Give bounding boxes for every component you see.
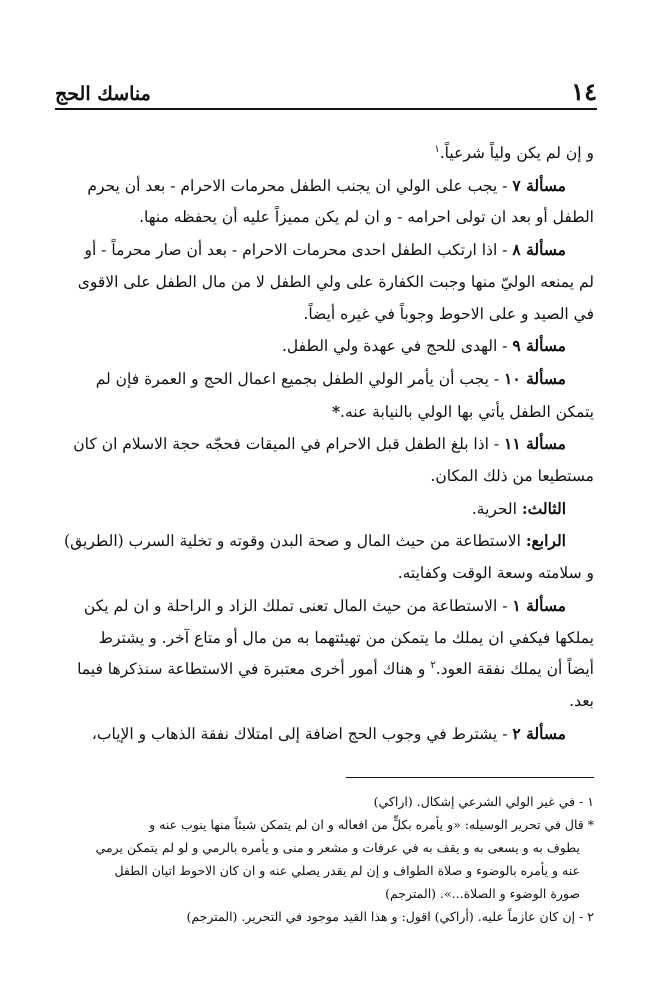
book-title: مناسك الحج [55,83,151,105]
line-text: بعد. [569,691,594,710]
text-line [55,686,594,718]
issue-text: اذا ارتكب الطفل احدى محرمات الاحرام - بعد أن صار محرماً - أو [84,241,498,260]
text-line [55,623,594,655]
footnote-star-cont: يطوف به و يسعى به و يقف به في عرفات و مشعر و منى و يأمره بالرمي و لو لم يتمكن يرمي [95,840,580,855]
condition-third [55,493,594,526]
footnote-star-cont: صورة الوضوء و الصلاة...». (المترجم) [385,886,580,901]
text-line [55,396,594,429]
issue-text: الاستطاعة من حيث المال تعنى تملك الزاد و الراحلة و ان لم يكن [83,596,498,615]
condition-text: الاستطاعة من حيث المال و صحة البدن وقوته و تخلية السرب (الطريق) [64,532,521,551]
text-line [55,461,594,493]
condition-label: الثالث: [521,498,566,518]
text-line [55,267,594,299]
condition-label: الرابع: [525,531,566,551]
text-line [55,138,594,170]
text-line [55,558,594,590]
issue-11: مسألة ١١ - اذا بلغ الطفل قبل الاحرام في الميقات فحجّه حجة الاسلام ان كان [73,434,566,454]
line-text: و هناك أمور أخرى معتبرة في الاستطاعة سنذكرها فيما [77,660,426,679]
issue-10: مسألة ١٠ - يجب أن يأمر الولي الطفل بجميع اعمال الحج و العمرة فإن لم [95,368,566,388]
line-text: لم يمنعه الوليّ منها وجبت الكفارة على ولي الطفل لا من مال الطفل على الاقوى [77,272,594,291]
issue-label: مسألة ٢ [512,723,566,743]
footnote-ref: ٢ [430,660,436,672]
issue-text: اذا بلغ الطفل قبل الاحرام في الميقات فحجّه حجة الاسلام ان كان [73,435,489,454]
condition-text: الحرية. [471,499,517,518]
footnotes [55,790,594,928]
issue-1: مسألة ١ - الاستطاعة من حيث المال تعنى تملك الزاد و الراحلة و ان لم يكن [83,595,566,615]
footnote-star: * قال في تحرير الوسيله: «و يأمره بكلٍّ من افعاله و ان لم يتمكن شيئاً منها ينوب عنه و [149,817,594,832]
footnote-1: ١ - في غير الولي الشرعي إشكال. (اراكي) [373,794,594,809]
text-line [55,202,594,234]
text-line [55,654,594,686]
footnote-ref: ١ [434,143,440,155]
line-text: في الصيد و على الاحوط وجوباً في غيره أيضاً. [303,304,594,323]
line-text: الطفل أو بعد ان تولى احرامه - و ان لم يكن مميزاً عليه أن يحفظه منها. [139,208,594,227]
footnote-divider [346,777,594,778]
issue-9: مسألة ٩ - الهدى للحج في عهدة ولي الطفل. [281,336,566,356]
issue-label: مسألة ١١ [504,434,566,454]
footnote-star-cont: عنه و يأمره بالوضوء و صلاة الطواف و إن لم يقدر يصلي عنه و ان كان الاحوط اتيان الطفل [114,863,580,878]
issue-label: مسألة ١٠ [504,368,566,388]
running-header [55,68,597,110]
issue-text: يجب على الولي ان يجنب الطفل محرمات الاحرام - بعد أن يحرم [87,176,498,195]
condition-fourth [55,525,594,558]
issue-text: يشترط في وجوب الحج اضافة إلى امتلاك نفقة الذهاب و الإياب، [91,724,498,743]
line-text: أيضاً أن يملك نفقة العود. [435,660,594,679]
line-text: و سلامته وسعة الوقت وكفايته. [397,564,594,583]
issue-label: مسألة ٨ [512,240,566,260]
issue-text: الهدى للحج في عهدة ولي الطفل. [281,337,498,356]
issue-2: مسألة ٢ - يشترط في وجوب الحج اضافة إلى امتلاك نفقة الذهاب و الإياب، [91,723,566,743]
text-line [55,299,594,331]
issue-label: مسألة ١ [512,595,566,615]
page-number: ١٤ [571,77,597,106]
line-text: مستطيعا من ذلك المكان. [430,467,594,486]
issue-label: مسألة ٧ [512,175,566,195]
star-marker: * [331,401,341,421]
line-text: و إن لم يكن ولياً شرعياً. [439,144,594,162]
main-text [55,138,594,750]
issue-7: مسألة ٧ - يجب على الولي ان يجنب الطفل محرمات الاحرام - بعد أن يحرم [87,175,566,195]
line-text: يتمكن الطفل يأتي بها الولي بالنيابة عنه. [340,402,594,421]
footnote-2: ٢ - إن كان عازماً عليه. (أراكي) اقول: و هذا القيد موجود في التحرير. (المترجم) [186,909,594,924]
line-text: يملكها فيكفي ان يملك ما يتمكن من تهيئتهما به من مال أو متاع آخر. و يشترط [98,628,594,647]
issue-8: مسألة ٨ - اذا ارتكب الطفل احدى محرمات الاحرام - بعد أن صار محرماً - أو [84,240,566,260]
issue-text: يجب أن يأمر الولي الطفل بجميع اعمال الحج و العمرة فإن لم [95,369,489,388]
issue-label: مسألة ٩ [512,336,566,356]
